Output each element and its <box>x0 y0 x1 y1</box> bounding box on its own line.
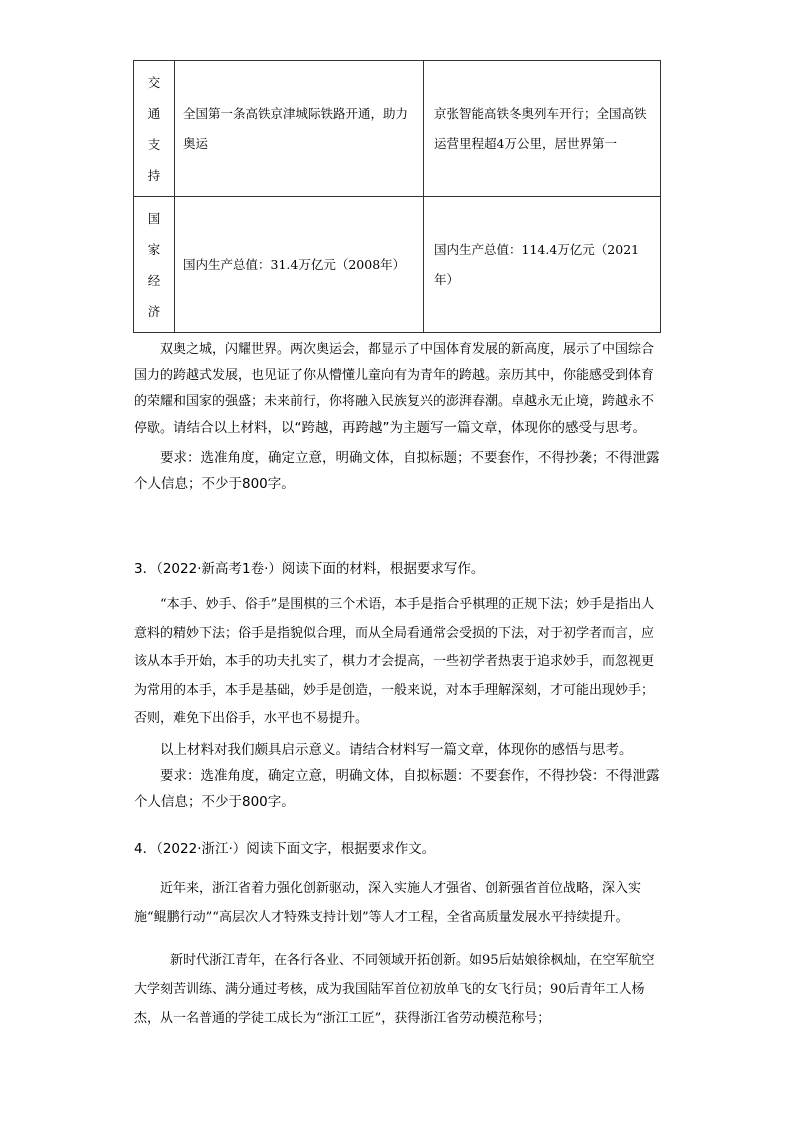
row-header-economy <box>134 197 175 333</box>
q4-heading: 4．（2022·浙江·）阅读下面文字，根据要求作文。 <box>134 841 436 857</box>
question-3-section <box>134 556 662 815</box>
header-char: 家 <box>147 241 161 257</box>
header-char: 交 <box>147 74 161 90</box>
q2-material: 双奥之城，闪耀世界。两次奥运会，都显示了中国体育发展的新高度，展示了中国综合国力的跨越式发展，也见证了你从懵懂儿童向有为青年的跨越。亲历其中，你能感受到体育的荣耀和国家的强盛；未来前行，你将融入民族复兴的澎湃春潮。卓越永无止境，跨越永不停歇。请结合以上材料，以“跨越，再跨越”为主题写一篇文章，体现你的感受与思考。 <box>134 342 655 436</box>
q3-prompt: 以上材料对我们颇具启示意义。请结合材料写一篇文章，体现你的感悟与思考。 <box>160 741 633 758</box>
q3-material: “本手、妙手、俗手”是围棋的三个术语，本手是指合乎棋理的正规下法；妙手是指出人意料的精妙下法；俗手是指貌似合理，而从全局看通常会受损的下法，对于初学者而言，应该从本手开始，本手的功夫扎实了，棋力才会提高，一些初学者热衷于追求妙手，而忽视更为常用的本手，本手是基础，妙手是创造，一般来说，对本手理解深刻，才可能出现妙手；否则，难免下出俗手，水平也不易提升。 <box>134 597 655 726</box>
header-char: 经 <box>147 272 161 288</box>
q2-requirements: 要求：选准角度，确定立意，明确文体，自拟标题；不要套作，不得抄袭；不得泄露个人信息；不少于800字。 <box>134 450 660 492</box>
q4-paragraph-1: 近年来，浙江省着力强化创新驱动，深入实施人才强省、创新强省首位战略，深入实施“鲲鹏行动”“高层次人才特殊支持计划”等人才工程，全省高质量发展水平持续提升。 <box>134 881 642 925</box>
q3-heading: 3．（2022·新高考1卷·）阅读下面的材料，根据要求写作。 <box>134 561 485 577</box>
question-2-section <box>134 337 662 497</box>
table-row <box>134 61 661 197</box>
table-cell-2021-economy: 国内生产总值：114.4万亿元（2021年） <box>424 197 661 333</box>
header-char: 支 <box>147 136 161 152</box>
comparison-table <box>133 60 661 333</box>
table-row <box>134 197 661 333</box>
question-4-section <box>134 836 662 1033</box>
header-char: 济 <box>147 303 161 319</box>
table-cell-2008-economy: 国内生产总值：31.4万亿元（2008年） <box>175 197 424 333</box>
table-cell-2022-transport: 京张智能高铁冬奥列车开行；全国高铁运营里程超4万公里，居世界第一 <box>424 61 661 197</box>
header-char: 国 <box>147 210 161 226</box>
q3-requirements: 要求：选准角度，确定立意，明确文体，自拟标题：不要套作，不得抄袋：不得泄露个人信息；不少于800字。 <box>134 767 660 810</box>
row-header-transport <box>134 61 175 197</box>
header-char: 持 <box>147 167 161 183</box>
header-char: 通 <box>147 105 161 121</box>
q4-paragraph-2: 新时代浙江青年，在各行各业、不同领域开拓创新。如95后姑娘徐枫灿，在空军航空大学刻苦训练、满分通过考核，成为我国陆军首位初放单飞的女飞行员；90后青年工人杨杰，从一名普通的学徒工成长为“浙江工匠”，获得浙江省劳动模范称号； <box>134 953 655 1026</box>
table-cell-2008-transport: 全国第一条高铁京津城际铁路开通，助力奥运 <box>175 61 424 197</box>
